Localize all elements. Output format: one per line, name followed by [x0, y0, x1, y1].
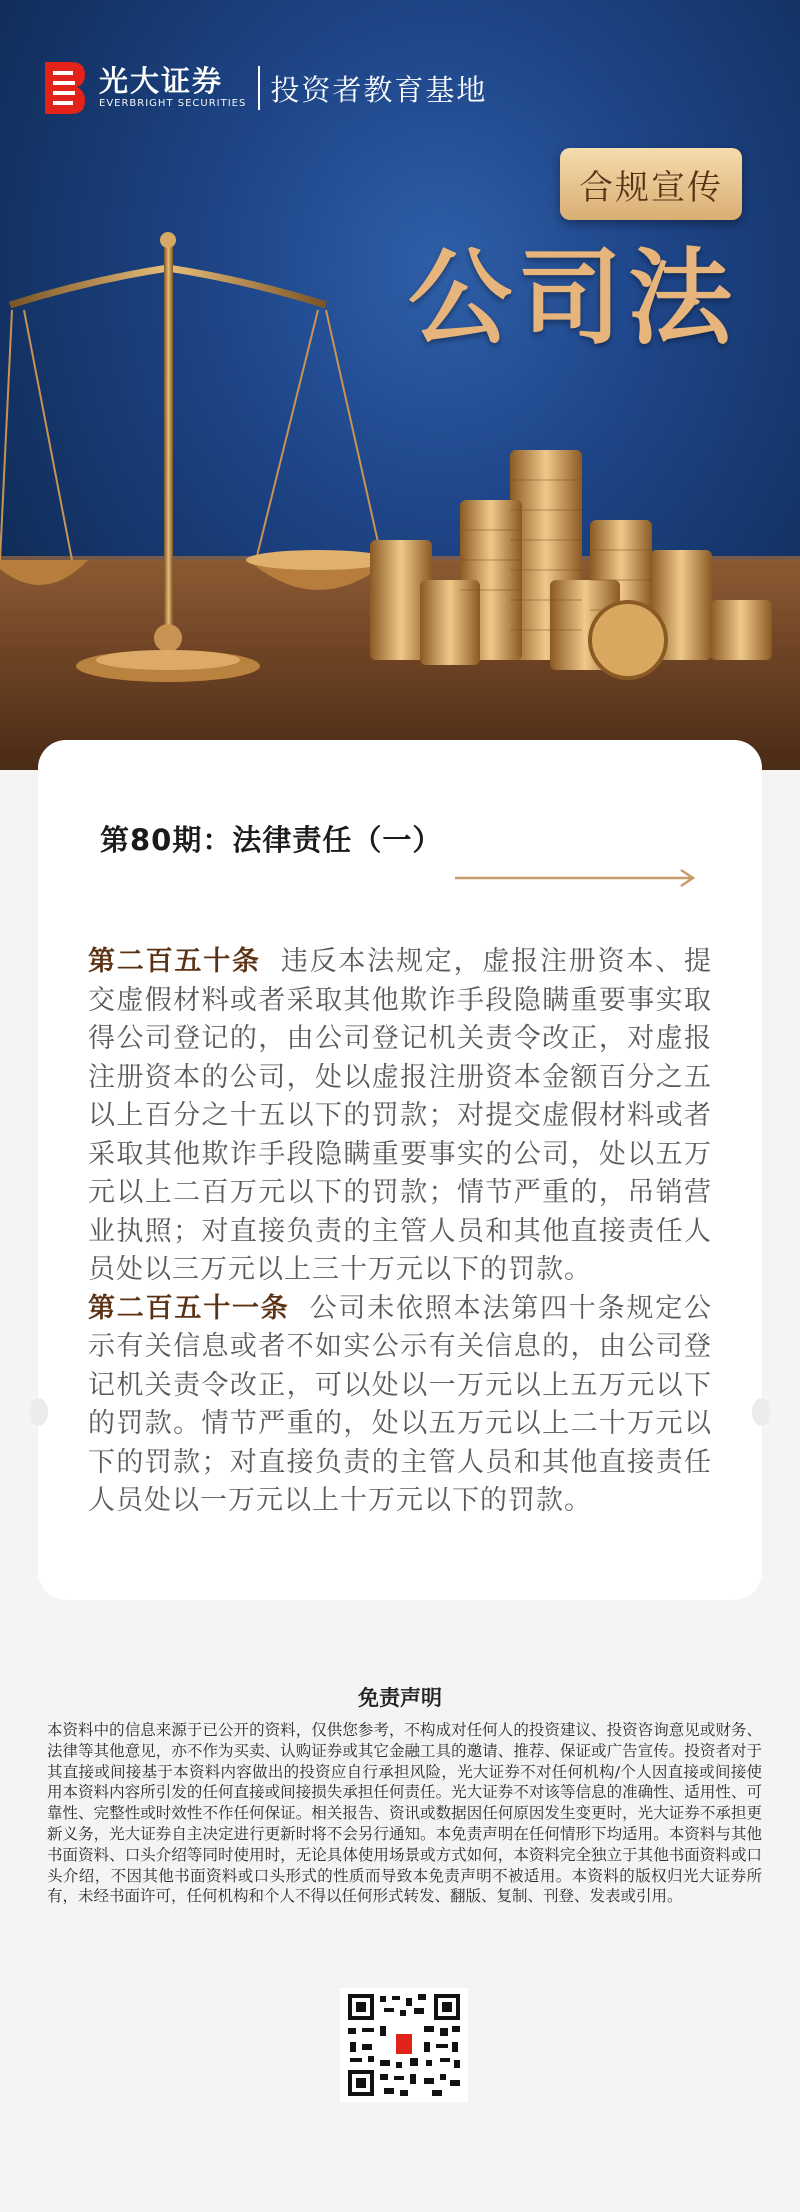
scale-of-justice-icon — [0, 230, 400, 690]
brand-name: 光大证券 — [99, 64, 224, 98]
brand-english-name: EVERBRIGHT SECURITIES — [99, 98, 247, 109]
disclaimer-text: 本资料中的信息来源于已公开的资料，仅供您参考，不构成对任何人的投资建议、投资咨询意见或财务、法律等其他意见，亦不作为买卖、认购证券或其它金融工具的邀请、推荐、保证或广告宣传。投资者对于其直接或间接基于本资料内容做出的投资应自行承担风险，光大证券不对任何机构/个人因直接或间接使用本资料内容所引发的任何直接或间接损失承担任何责任。光大证券不对该等信息的准确性、适用性、可靠性、完整性或时效性不作任何保证。相关报告、资讯或数据因任何原因发生变更时，光大证券不承担更新义务，光大证券自主决定进行更新时将不会另行通知。本免责声明在任何情形下均适用。本资料与其他书面资料、口头介绍等同时使用时，无论具体使用场景或方式如何，本资料完全独立于其他书面资料或口头介绍，不因其他书面资料或口头形式的性质而导致本免责声明不被适用。本资料的版权归光大证券所有，未经书面许可，任何机构和个人不得以任何形式转发、翻版、复制、刊登、发表或引用。 — [47, 1721, 762, 1906]
article-text: 公司未依照本法第四十条规定公示有关信息或者不如实公示有关信息的，由公司登记机关责令改正，可以处以一万元以上五万元以下的罚款。情节严重的，处以五万元以上二十万元以下的罚款；对直接负责的主管人员和其他直接责任人员处以一万元以上十万元以下的罚款。 — [88, 1292, 713, 1516]
page-title: 公司法 — [408, 236, 739, 359]
qr-code-icon[interactable] — [340, 1988, 468, 2102]
article-label: 第二百五十条 — [88, 946, 261, 977]
hero-banner — [0, 0, 800, 770]
card-notch-right — [752, 1398, 770, 1426]
everbright-logo-icon — [45, 62, 85, 114]
article-body — [88, 943, 712, 1521]
compliance-badge: 合规宣传 — [560, 148, 742, 220]
coin-stacks-icon — [350, 440, 790, 690]
section-name: 投资者教育基地 — [270, 72, 488, 107]
article-label: 第二百五十一条 — [88, 1292, 290, 1324]
issue-title: 第80期：法律责任（一） — [100, 823, 443, 857]
brand-logo — [45, 62, 487, 114]
disclaimer-title: 免责声明 — [358, 1686, 442, 1710]
card-notch-left — [30, 1398, 48, 1426]
logo-divider — [258, 66, 260, 110]
arrow-right-icon — [455, 868, 697, 888]
article-text: 违反本法规定，虚报注册资本、提交虚假材料或者采取其他欺诈手段隐瞒重要事实取得公司登记的，由公司登记机关责令改正，对虚报注册资本的公司，处以虚报注册资本金额百分之五以上百分之十五以下的罚款；对提交虚假材料或者采取其他欺诈手段隐瞒重要事实的公司，处以五万元以上二百万元以下的罚款；情节严重的，吊销营业执照；对直接负责的主管人员和其他直接责任人员处以三万元以上三十万元以下的罚款。 — [88, 946, 713, 1285]
article-251 — [88, 1290, 712, 1521]
article-250 — [88, 943, 712, 1290]
